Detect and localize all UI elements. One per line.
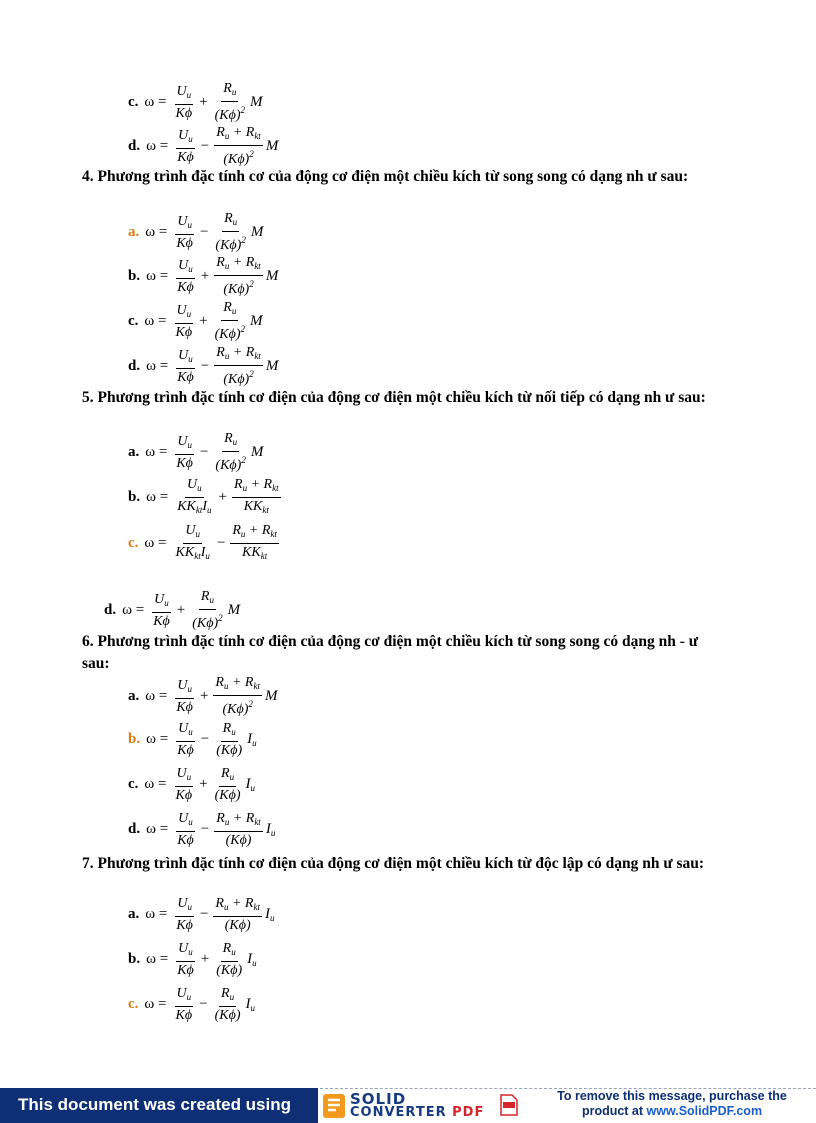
question-4: 4. Phương trình đặc tính cơ của động cơ điện một chiều kích từ song song có dạng nh ư sau:: [82, 168, 689, 185]
option-label: d.: [128, 137, 141, 154]
option-q5a: a. ω = $\frac{U_u}{K\phi}$ − $\frac{R_u}{(K\phi)^2}$ M: [128, 431, 264, 473]
solidpdf-link[interactable]: www.SolidPDF.com: [646, 1104, 763, 1118]
watermark-banner: [0, 1088, 816, 1123]
option-q6c: c. ω = $\frac{U_u}{K\phi}$ + $\frac{R_u}{(K\phi)}$ $I_u$: [128, 766, 255, 803]
option-q6b: b. ω = $\frac{U_u}{K\phi}$ − $\frac{R_u}{(K\phi)}$ $I_u$: [128, 721, 257, 758]
formula: $\frac{U_u}{K\phi}$: [175, 83, 193, 121]
option-q5b: b. ω = $\frac{U_u}{KK_{kt}I_u}$ + $\frac{R_u + R_{kt}}{KK_{kt}}$: [128, 477, 279, 515]
option-q6d: d. ω = $\frac{U_u}{K\phi}$ − $\frac{R_u + R_{kt}}{(K\phi)}$ $I_u$: [128, 811, 276, 848]
option-q7c: c. ω = $\frac{U_u}{K\phi}$ − $\frac{R_u}{(K\phi)}$ $I_u$: [128, 986, 255, 1023]
option-q5c: c. ω = $\frac{U_u}{KK_{kt}I_u}$ − $\frac{R_u + R_{kt}}{KK_{kt}}$: [128, 523, 277, 561]
question-7: 7. Phương trình đặc tính cơ điện của động cơ điện một chiều kích từ độc lập có dạng nh ư sau:: [82, 855, 705, 872]
option-q3c: c. ω = $\frac{U_u}{K\phi}$ + $\frac{R_u}{(K\phi)^2}$ M: [128, 81, 263, 123]
solid-logo-icon: [322, 1093, 346, 1119]
option-q7a: a. ω = $\frac{U_u}{K\phi}$ − $\frac{R_u + R_{kt}}{(K\phi)}$ $I_u$: [128, 896, 275, 933]
option-q4b: b. ω = $\frac{U_u}{K\phi}$ + $\frac{R_u + R_{kt}}{(K\phi)^2}$ M: [128, 255, 279, 297]
option-q3d: d. ω = $\frac{U_u}{K\phi}$ − $\frac{R_u + R_{kt}}{(K\phi)^2}$ M: [128, 125, 279, 167]
banner-left: [0, 1088, 318, 1123]
option-q4c: c. ω = $\frac{U_u}{K\phi}$ + $\frac{R_u}{(K\phi)^2}$ M: [128, 300, 263, 342]
question-5: 5. Phương trình đặc tính cơ điện của động cơ điện một chiều kích từ nối tiếp có dạng nh ư sau:: [82, 389, 706, 406]
solid-converter-logo[interactable]: [322, 1090, 522, 1122]
option-q4d: d. ω = $\frac{U_u}{K\phi}$ − $\frac{R_u + R_{kt}}{(K\phi)^2}$ M: [128, 345, 279, 387]
answer-label: c.: [128, 996, 139, 1012]
logo-word-solid: SOLID: [350, 1090, 407, 1108]
answer-label: b.: [128, 731, 141, 747]
option-q6a: a. ω = $\frac{U_u}{K\phi}$ + $\frac{R_u + R_{kt}}{(K\phi)^2}$ M: [128, 675, 278, 717]
option-q5d: d. ω = $\frac{U_u}{K\phi}$ + $\frac{R_u}{(K\phi)^2}$ M: [104, 589, 241, 631]
logo-word-converter: CONVERTER PDF: [350, 1105, 485, 1120]
option-q4a: a. ω = $\frac{U_u}{K\phi}$ − $\frac{R_u}{(K\phi)^2}$ M: [128, 211, 264, 253]
banner-text: This document was created using: [18, 1095, 292, 1114]
purchase-message: To remove this message, purchase the product at www.SolidPDF.com: [557, 1089, 787, 1118]
option-q7b: b. ω = $\frac{U_u}{K\phi}$ + $\frac{R_u}{(K\phi)}$ $I_u$: [128, 941, 257, 978]
answer-label: a.: [128, 223, 140, 240]
pdf-file-icon: [500, 1094, 518, 1116]
option-label: c.: [128, 93, 139, 110]
answer-label: c.: [128, 535, 139, 551]
question-6: 6. Phương trình đặc tính cơ điện của động cơ điện một chiều kích từ song song có dạng nh - ư sau:: [82, 633, 699, 672]
